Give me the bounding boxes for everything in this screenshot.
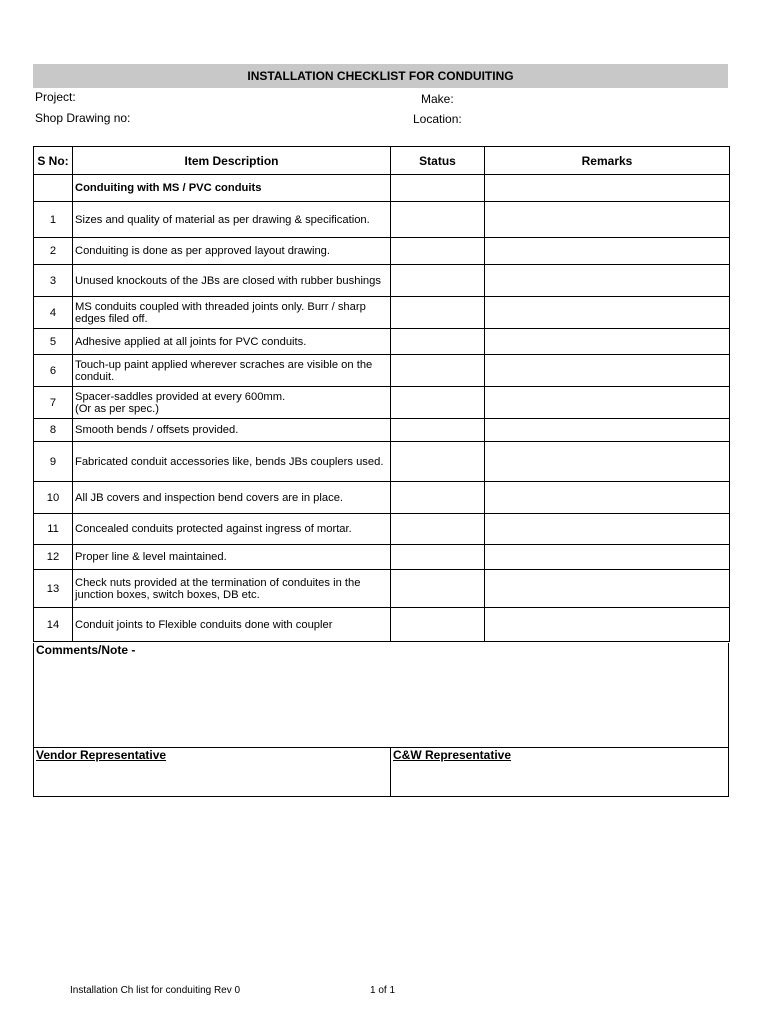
row-remarks-cell[interactable] — [485, 202, 730, 238]
table-row — [34, 482, 730, 514]
section-row — [34, 175, 730, 202]
section-status-cell[interactable] — [391, 175, 485, 202]
row-sno: 1 — [34, 202, 73, 238]
row-sno: 10 — [34, 482, 73, 514]
row-sno: 9 — [34, 442, 73, 482]
row-remarks-cell[interactable] — [485, 514, 730, 545]
table-row — [34, 608, 730, 642]
row-item-description: Proper line & level maintained. — [73, 545, 391, 570]
shop-drawing-label: Shop Drawing no: — [35, 111, 131, 125]
row-status-cell[interactable] — [391, 514, 485, 545]
row-status-cell[interactable] — [391, 329, 485, 355]
row-remarks-cell[interactable] — [485, 482, 730, 514]
row-sno: 14 — [34, 608, 73, 642]
table-row — [34, 238, 730, 265]
row-status-cell[interactable] — [391, 442, 485, 482]
row-status-cell[interactable] — [391, 419, 485, 442]
header-status: Status — [391, 147, 485, 175]
vendor-representative-label: Vendor Representative — [36, 748, 167, 762]
location-label: Location: — [413, 112, 462, 126]
table-row — [34, 514, 730, 545]
row-sno: 8 — [34, 419, 73, 442]
section-title: Conduiting with MS / PVC conduits — [73, 175, 391, 202]
header-remarks: Remarks — [485, 147, 730, 175]
row-item-description: Conduiting is done as per approved layout drawing. — [73, 238, 391, 265]
document-title-text: INSTALLATION CHECKLIST FOR CONDUITING — [247, 69, 514, 83]
row-remarks-cell[interactable] — [485, 238, 730, 265]
row-remarks-cell[interactable] — [485, 545, 730, 570]
row-sno: 7 — [34, 387, 73, 419]
table-row — [34, 202, 730, 238]
header-item-description: Item Description — [73, 147, 391, 175]
table-row — [34, 570, 730, 608]
row-item-description: Conduit joints to Flexible conduits done with coupler — [73, 608, 391, 642]
row-item-description: Spacer-saddles provided at every 600mm. (Or as per spec.) — [73, 387, 391, 419]
row-sno: 3 — [34, 265, 73, 297]
row-sno: 12 — [34, 545, 73, 570]
section-remarks-cell[interactable] — [485, 175, 730, 202]
row-status-cell[interactable] — [391, 297, 485, 329]
row-item-description: Fabricated conduit accessories like, bends JBs couplers used. — [73, 442, 391, 482]
table-row — [34, 545, 730, 570]
row-remarks-cell[interactable] — [485, 297, 730, 329]
row-remarks-cell[interactable] — [485, 419, 730, 442]
table-header-row — [34, 147, 730, 175]
footer-doc-name: Installation Ch list for conduiting Rev 0 — [70, 985, 241, 996]
table-row — [34, 387, 730, 419]
row-item-description: Concealed conduits protected against ingress of mortar. — [73, 514, 391, 545]
signature-section — [33, 747, 729, 797]
row-sno: 6 — [34, 355, 73, 387]
row-status-cell[interactable] — [391, 545, 485, 570]
row-sno: 13 — [34, 570, 73, 608]
row-sno: 5 — [34, 329, 73, 355]
row-remarks-cell[interactable] — [485, 355, 730, 387]
row-sno: 4 — [34, 297, 73, 329]
table-row — [34, 297, 730, 329]
row-status-cell[interactable] — [391, 265, 485, 297]
section-sno-cell — [34, 175, 73, 202]
row-item-description: Sizes and quality of material as per drawing & specification. — [73, 202, 391, 238]
row-status-cell[interactable] — [391, 482, 485, 514]
row-item-description: Unused knockouts of the JBs are closed with rubber bushings — [73, 265, 391, 297]
project-label: Project: — [35, 90, 76, 104]
cw-representative-box[interactable] — [391, 748, 728, 796]
row-item-description: Check nuts provided at the termination of conduites in the junction boxes, switch boxes, DB etc. — [73, 570, 391, 608]
row-sno: 11 — [34, 514, 73, 545]
table-row — [34, 329, 730, 355]
row-remarks-cell[interactable] — [485, 608, 730, 642]
row-status-cell[interactable] — [391, 387, 485, 419]
row-remarks-cell[interactable] — [485, 570, 730, 608]
header-sno: S No: — [34, 147, 73, 175]
checklist-table — [33, 146, 730, 642]
vendor-representative-box[interactable] — [34, 748, 391, 796]
row-remarks-cell[interactable] — [485, 329, 730, 355]
row-item-description: MS conduits coupled with threaded joints only. Burr / sharp edges filed off. — [73, 297, 391, 329]
row-item-description: All JB covers and inspection bend covers are in place. — [73, 482, 391, 514]
row-item-description: Adhesive applied at all joints for PVC conduits. — [73, 329, 391, 355]
table-row — [34, 265, 730, 297]
row-item-description: Touch-up paint applied wherever scraches are visible on the conduit. — [73, 355, 391, 387]
row-status-cell[interactable] — [391, 355, 485, 387]
row-remarks-cell[interactable] — [485, 265, 730, 297]
table-row — [34, 419, 730, 442]
footer-page-number: 1 of 1 — [370, 985, 396, 996]
cw-representative-label: C&W Representative — [393, 748, 512, 762]
document-title — [33, 64, 728, 88]
row-remarks-cell[interactable] — [485, 442, 730, 482]
table-row — [34, 355, 730, 387]
row-status-cell[interactable] — [391, 238, 485, 265]
row-status-cell[interactable] — [391, 202, 485, 238]
make-label: Make: — [421, 92, 454, 106]
table-row — [34, 442, 730, 482]
comments-box[interactable] — [33, 643, 729, 748]
row-status-cell[interactable] — [391, 570, 485, 608]
row-sno: 2 — [34, 238, 73, 265]
row-status-cell[interactable] — [391, 608, 485, 642]
row-item-description: Smooth bends / offsets provided. — [73, 419, 391, 442]
comments-label: Comments/Note - — [36, 643, 136, 657]
row-remarks-cell[interactable] — [485, 387, 730, 419]
